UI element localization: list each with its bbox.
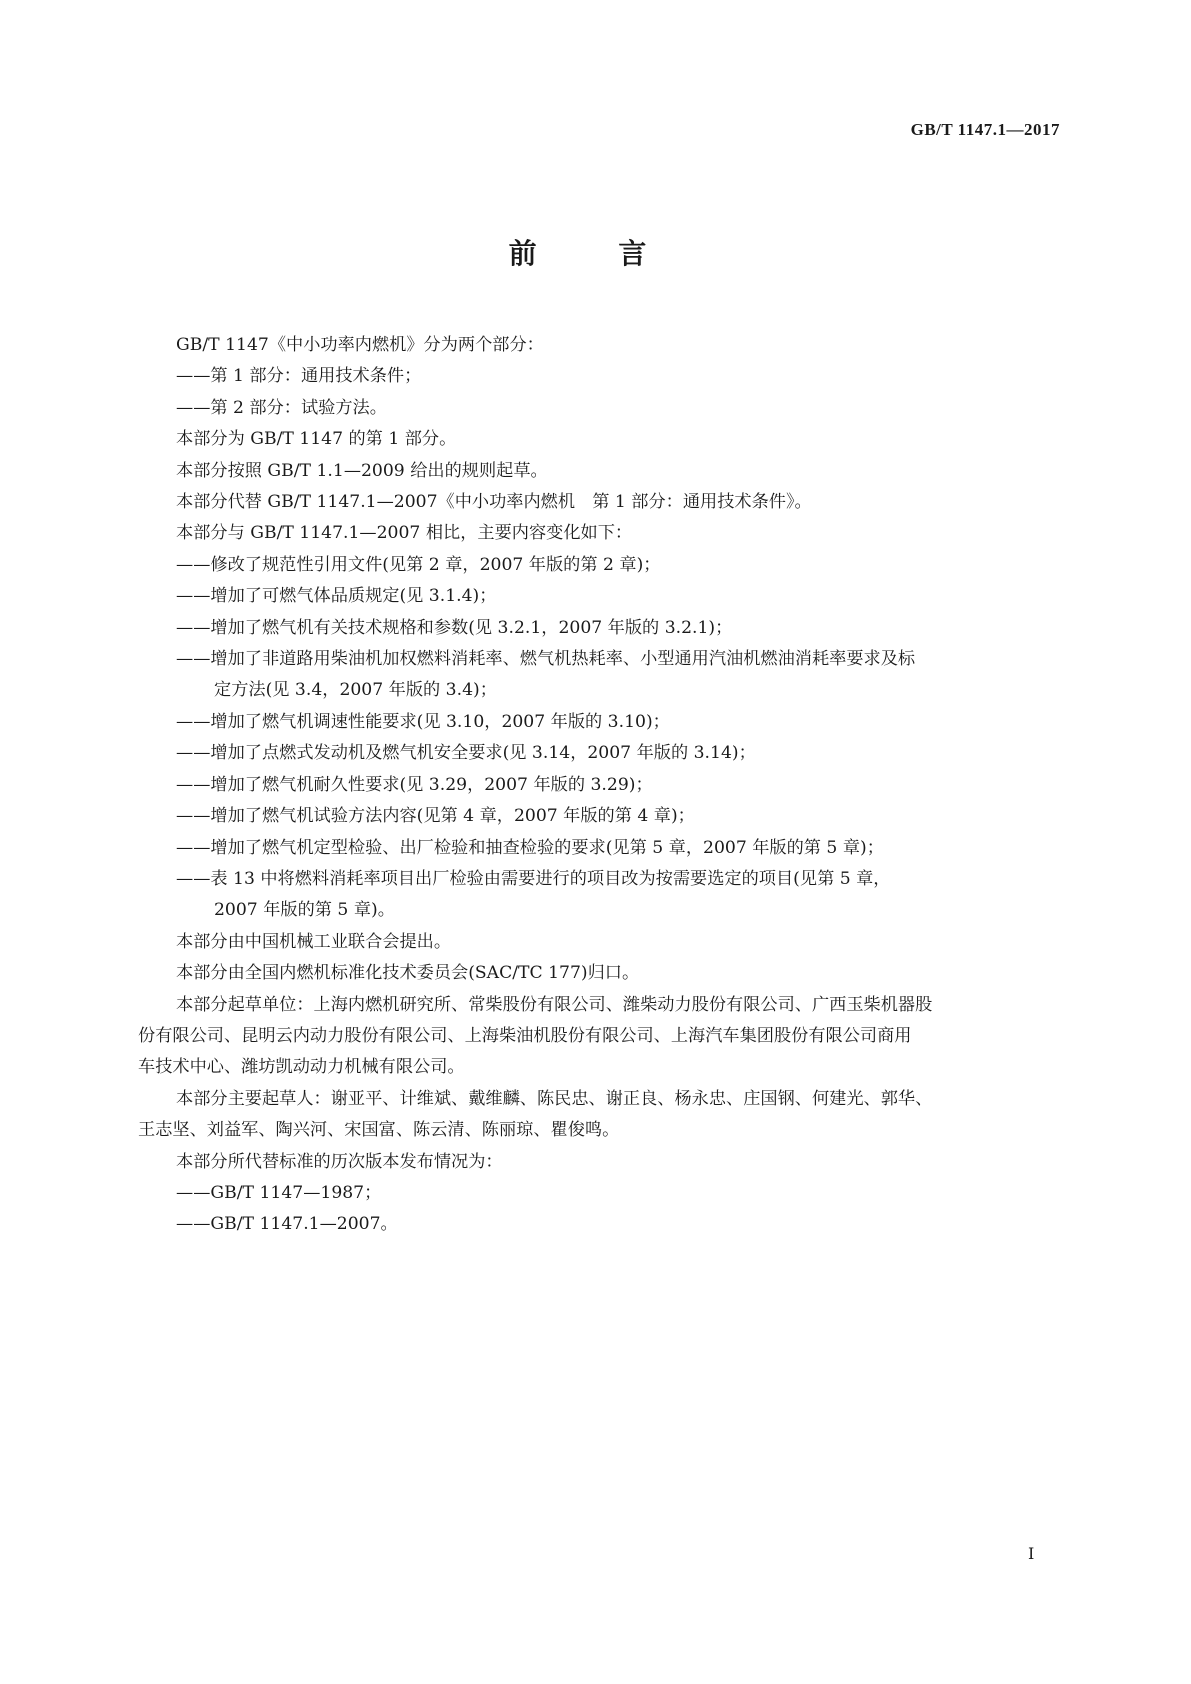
page-title: 前 言 bbox=[508, 237, 683, 270]
list-item: ——增加了燃气机定型检验、出厂检验和抽查检验的要求(见第 5 章，2007 年版的第 5 章)； bbox=[176, 837, 884, 858]
list-item: ——GB/T 1147—1987； bbox=[176, 1182, 382, 1203]
list-item-continuation: 定方法(见 3.4，2007 年版的 3.4)； bbox=[214, 680, 497, 701]
list-item: ——第 1 部分：通用技术条件； bbox=[176, 366, 422, 387]
list-item: ——增加了燃气机调速性能要求(见 3.10，2007 年版的 3.10)； bbox=[176, 711, 670, 732]
list-item: ——第 2 部分：试验方法。 bbox=[176, 397, 387, 418]
list-item: ——表 13 中将燃料消耗率项目出厂检验由需要进行的项目改为按需要选定的项目(见第 5 章， bbox=[176, 868, 891, 889]
list-item: ——增加了燃气机试验方法内容(见第 4 章，2007 年版的第 4 章)； bbox=[176, 806, 695, 827]
list-item: ——修改了规范性引用文件(见第 2 章，2007 年版的第 2 章)； bbox=[176, 554, 661, 575]
paragraph: 本部分起草单位：上海内燃机研究所、常柴股份有限公司、潍柴动力股份有限公司、广西玉柴机器股 bbox=[176, 994, 933, 1015]
paragraph-continuation: 王志坚、刘益军、陶兴河、宋国富、陈云清、陈丽琼、瞿俊鸣。 bbox=[138, 1120, 620, 1141]
paragraph: 本部分与 GB/T 1147.1—2007 相比，主要内容变化如下： bbox=[176, 523, 633, 544]
list-item: ——增加了点燃式发动机及燃气机安全要求(见 3.14，2007 年版的 3.14)； bbox=[176, 743, 756, 764]
foreword-body bbox=[138, 330, 1060, 1241]
list-item: ——增加了可燃气体品质规定(见 3.1.4)； bbox=[176, 586, 497, 607]
paragraph: 本部分所代替标准的历次版本发布情况为： bbox=[176, 1151, 503, 1172]
page-number: I bbox=[1028, 1544, 1035, 1563]
paragraph: 本部分由中国机械工业联合会提出。 bbox=[176, 931, 452, 952]
paragraph: 本部分代替 GB/T 1147.1—2007《中小功率内燃机 第 1 部分：通用技术条件》。 bbox=[176, 492, 812, 513]
list-item: ——增加了燃气机有关技术规格和参数(见 3.2.1，2007 年版的 3.2.1)； bbox=[176, 617, 733, 638]
paragraph: 本部分由全国内燃机标准化技术委员会(SAC/TC 177)归口。 bbox=[176, 963, 640, 984]
list-item: ——增加了燃气机耐久性要求(见 3.29，2007 年版的 3.29)； bbox=[176, 774, 653, 795]
paragraph: 本部分为 GB/T 1147 的第 1 部分。 bbox=[176, 429, 457, 450]
standard-code: GB/T 1147.1—2017 bbox=[910, 120, 1060, 139]
paragraph-continuation: 车技术中心、潍坊凯动动力机械有限公司。 bbox=[138, 1057, 465, 1078]
paragraph: 本部分按照 GB/T 1.1—2009 给出的规则起草。 bbox=[176, 460, 548, 481]
list-item: ——增加了非道路用柴油机加权燃料消耗率、燃气机热耗率、小型通用汽油机燃油消耗率要求及标 bbox=[176, 649, 916, 670]
list-item: ——GB/T 1147.1—2007。 bbox=[176, 1214, 398, 1235]
paragraph: 本部分主要起草人：谢亚平、计维斌、戴维麟、陈民忠、谢正良、杨永忠、庄国钢、何建光、郭华、 bbox=[176, 1088, 933, 1109]
list-item-continuation: 2007 年版的第 5 章)。 bbox=[214, 900, 395, 921]
paragraph: GB/T 1147《中小功率内燃机》分为两个部分： bbox=[176, 335, 544, 355]
paragraph-continuation: 份有限公司、昆明云内动力股份有限公司、上海柴油机股份有限公司、上海汽车集团股份有限公司商用 bbox=[138, 1025, 912, 1046]
